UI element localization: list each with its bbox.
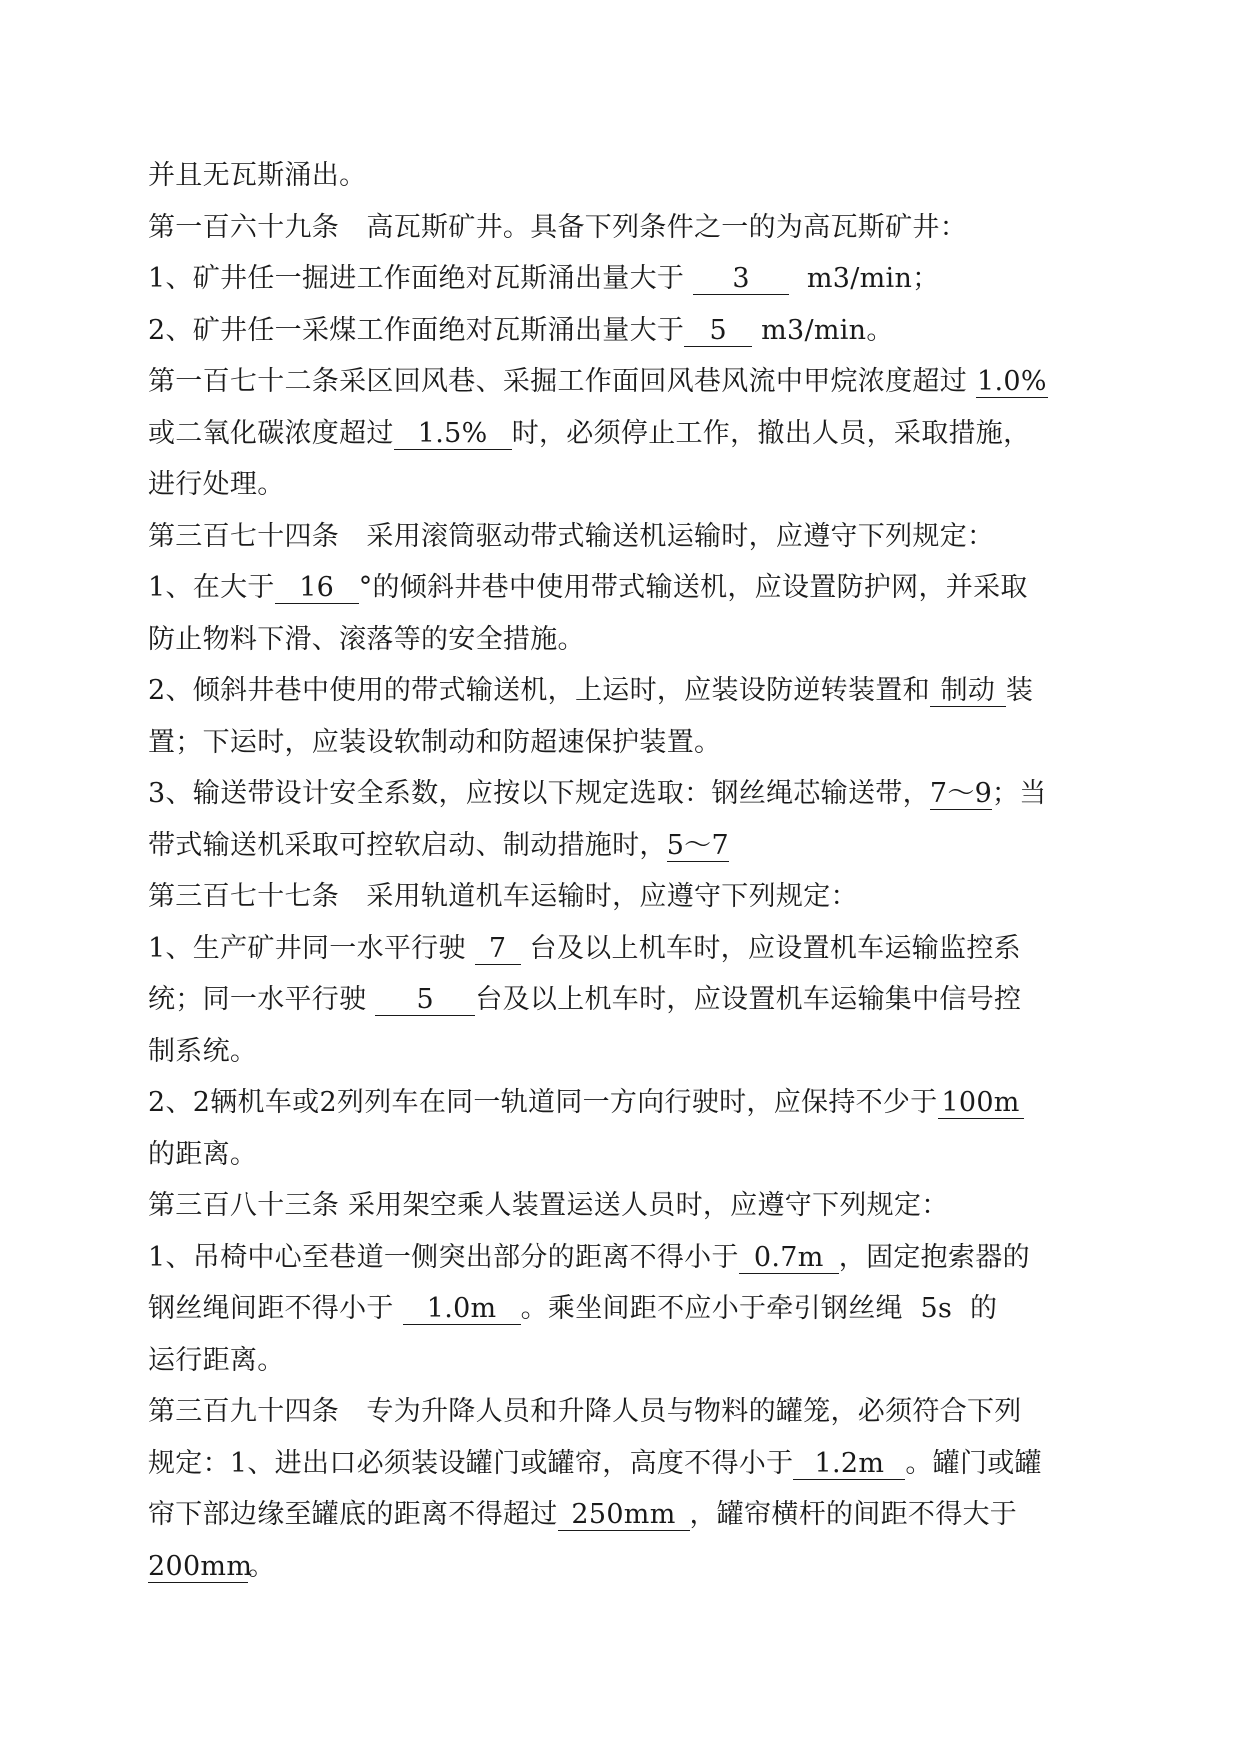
fill-in-answer: 5～7 bbox=[666, 829, 729, 861]
line-text: 第三百九十四条 专为升降人员和升降人员与物料的罐笼，必须符合下列 bbox=[148, 1396, 1022, 1427]
line-text: 第一百七十二条采区回风巷、采掘工作面回风巷风流中甲烷浓度超过 bbox=[148, 366, 976, 397]
document-line bbox=[148, 665, 1098, 717]
line-text: 帘下部边缘至罐底的距离不得超过 bbox=[148, 1499, 558, 1530]
document-line bbox=[148, 1026, 1098, 1078]
document-line bbox=[148, 1077, 1098, 1129]
fill-in-answer: 1.0% bbox=[976, 366, 1047, 397]
document-line bbox=[148, 923, 1098, 975]
line-text: ；当 bbox=[991, 778, 1047, 809]
document-line bbox=[148, 974, 1098, 1026]
line-text: 规定：1、进出口必须装设罐门或罐帘，高度不得小于 bbox=[148, 1447, 794, 1479]
document-line bbox=[148, 408, 1098, 460]
document-line bbox=[148, 1335, 1098, 1387]
fill-in-answer: 制动 bbox=[930, 676, 1006, 707]
fill-in-answer: 3 bbox=[693, 264, 789, 295]
document-line bbox=[148, 1541, 1098, 1593]
document-line bbox=[148, 459, 1098, 511]
document-line bbox=[148, 356, 1098, 408]
fill-in-answer: 100m bbox=[938, 1088, 1024, 1119]
document-line bbox=[148, 820, 1098, 872]
document-line bbox=[148, 717, 1098, 769]
line-text: ，罐帘横杆的间距不得大于 bbox=[689, 1499, 1018, 1530]
line-text: °的倾斜井巷中使用带式输送机，应设置防护网，并采取 bbox=[358, 572, 1028, 603]
line-text: 第一百六十九条 高瓦斯矿井。具备下列条件之一的为高瓦斯矿井： bbox=[148, 211, 967, 243]
line-text: 2、矿井任一采煤工作面绝对瓦斯涌出量大于 bbox=[148, 314, 685, 346]
line-text: m3/min。 bbox=[752, 314, 894, 346]
document-line bbox=[148, 150, 1098, 202]
fill-in-answer: 16 bbox=[275, 573, 359, 604]
line-text: 装 bbox=[1005, 675, 1034, 706]
fill-in-answer: 200mm bbox=[148, 1550, 253, 1582]
line-text: 并且无瓦斯涌出。 bbox=[148, 160, 367, 191]
document-line bbox=[148, 305, 1098, 357]
line-text: ，固定抱索器的 bbox=[838, 1241, 1030, 1273]
document-line bbox=[148, 1129, 1098, 1181]
document-line bbox=[148, 202, 1098, 254]
line-text: 。 bbox=[248, 1550, 276, 1582]
document-line bbox=[148, 1386, 1098, 1438]
fill-in-answer: 7 bbox=[475, 934, 521, 965]
line-text: 1、在大于 bbox=[148, 572, 275, 603]
document-line bbox=[148, 511, 1098, 563]
fill-in-answer: 5 bbox=[684, 316, 752, 347]
fill-in-answer: 1.2m bbox=[793, 1449, 905, 1480]
fill-in-answer: 0.7m bbox=[739, 1243, 839, 1274]
line-text: 防止物料下滑、滚落等的安全措施。 bbox=[148, 623, 585, 655]
document-line bbox=[148, 253, 1098, 305]
document-line bbox=[148, 871, 1098, 923]
line-text: 带式输送机采取可控软启动、制动措施时， bbox=[148, 829, 667, 861]
line-text: m3/min； bbox=[789, 263, 940, 294]
line-text: 的距离。 bbox=[148, 1138, 258, 1170]
document-line bbox=[148, 1180, 1098, 1232]
document-line bbox=[148, 1232, 1098, 1284]
line-text: 1、矿井任一掘进工作面绝对瓦斯涌出量大于 bbox=[148, 263, 694, 294]
line-text: 2、倾斜井巷中使用的带式输送机，上运时，应装设防逆转装置和 bbox=[148, 675, 930, 706]
line-text: 制系统。 bbox=[148, 1035, 258, 1067]
document-line bbox=[148, 1489, 1098, 1541]
document-line bbox=[148, 768, 1098, 820]
line-text: 2、2辆机车或2列列车在同一轨道同一方向行驶时，应保持不少于 bbox=[148, 1087, 938, 1118]
line-text: 钢丝绳间距不得小于 bbox=[148, 1293, 403, 1324]
document-line bbox=[148, 1438, 1098, 1490]
line-text: 运行距离。 bbox=[148, 1344, 285, 1376]
fill-in-answer: 1.5% bbox=[394, 419, 512, 450]
document-line bbox=[148, 614, 1098, 666]
line-text: 时，必须停止工作，撤出人员，采取措施， bbox=[511, 417, 1031, 449]
fill-in-answer: 7～9 bbox=[929, 778, 993, 809]
line-text: 。乘坐间距不应小于牵引钢丝绳 5s 的 bbox=[520, 1293, 998, 1324]
line-text: 台及以上机车时，应设置机车运输集中信号控 bbox=[475, 984, 1022, 1015]
line-text: 1、生产矿井同一水平行驶 bbox=[148, 932, 475, 964]
document-line bbox=[148, 1283, 1098, 1335]
line-text: 3、输送带设计安全系数，应按以下规定选取：钢丝绳芯输送带， bbox=[148, 778, 930, 809]
fill-in-answer: 1.0m bbox=[403, 1294, 521, 1325]
line-text: 置；下运时，应装设软制动和防超速保护装置。 bbox=[148, 726, 722, 758]
line-text: 进行处理。 bbox=[148, 469, 285, 500]
line-text: 或二氧化碳浓度超过 bbox=[148, 417, 394, 449]
line-text: 台及以上机车时，应设置机车运输监控系 bbox=[520, 932, 1021, 964]
line-text: 1、吊椅中心至巷道一侧突出部分的距离不得小于 bbox=[148, 1241, 739, 1273]
line-text: 第三百七十七条 采用轨道机车运输时，应遵守下列规定： bbox=[148, 881, 858, 912]
document-body bbox=[148, 150, 1098, 1592]
line-text: 第三百七十四条 采用滚筒驱动带式输送机运输时，应遵守下列规定： bbox=[148, 520, 995, 552]
fill-in-answer: 250mm bbox=[558, 1500, 690, 1531]
line-text: 。罐门或罐 bbox=[905, 1447, 1042, 1479]
document-line bbox=[148, 562, 1098, 614]
fill-in-answer: 5 bbox=[375, 985, 475, 1016]
line-text: 第三百八十三条 采用架空乘人装置运送人员时，应遵守下列规定： bbox=[148, 1190, 949, 1221]
line-text: 统；同一水平行驶 bbox=[148, 984, 376, 1015]
